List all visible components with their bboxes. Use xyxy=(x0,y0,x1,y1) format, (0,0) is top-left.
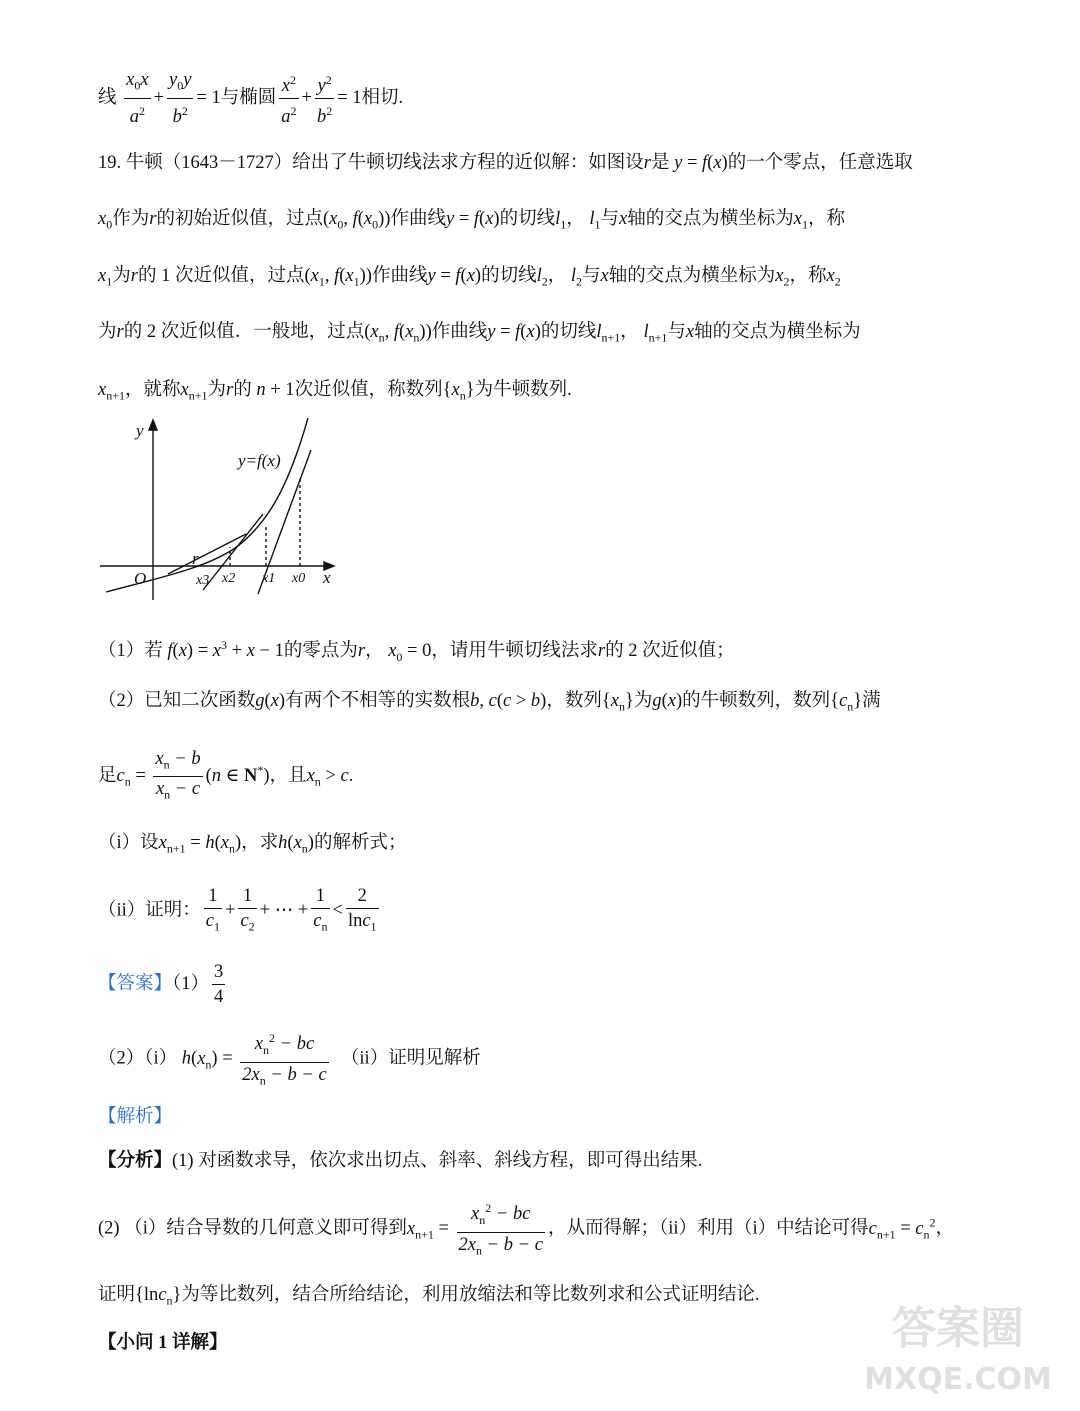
fenxi: 【分析】(1) 对函数求导，依次求出切点、斜率、斜线方程，即可得出结果. xyxy=(98,1151,703,1171)
answer-tag: 【答案】 xyxy=(98,974,173,994)
fenxi-2: (2) （i）结合导数的几何意义即可得到$x_{n+1}$ = $\frac{x_n^2 - bc}{2x_n - b - c}$ ，从而得解；（ii）利用（i）中结论可得$c_{n+1} = c_n^2$， xyxy=(98,1196,954,1263)
q19-line-4: 为r的 2 次近似值．一般地，过点($x_n$, $f(x_n)$)作曲线y = f(x)的切线$l_{n+1}$， $l_{n+1}$与x轴的交点为横坐标为 xyxy=(98,322,861,345)
svg-text:MXQE.COM: MXQE.COM xyxy=(864,1362,1052,1397)
part-i: （i）设$x_{n+1} = h(x_n)$，求$h(x_n)$的解析式； xyxy=(98,833,407,856)
q19-line-3: $x_1$为r的 1 次近似值，过点($x_1$, $f(x_1)$)作曲线y = f(x)的切线$l_2$， $l_2$与x轴的交点为横坐标为$x_2$，称$x_2$ xyxy=(98,266,841,289)
y-axis-arrow xyxy=(149,420,157,430)
newton-method-graph xyxy=(98,418,338,603)
part-2-line-1: （2）已知二次函数g(x)有两个不相等的实数根b, c(c > b)，数列$\{x_n\}$为g(x)的牛顿数列，数列$\{c_n\}$满 xyxy=(98,691,881,714)
detail-1-tag: 【小问 1 详解】 xyxy=(98,1333,228,1353)
q19-line-2: $x_0$作为r的初始近似值，过点($x_0$, $f(x_0)$)作曲线y = f(x)的切线$l_1$， $l_1$与x轴的交点为横坐标为$x_1$，称 xyxy=(98,209,845,232)
x-axis-label: x xyxy=(323,568,331,587)
part-2-line-2: 足$c_n$ = $\frac{x_n - b}{x_n - c}$ (n ∈ N*)，且$x_n > c$. xyxy=(98,748,354,803)
x0-label: x0 xyxy=(292,571,306,586)
svg-text:答案圈: 答案圈 xyxy=(892,1303,1024,1354)
ellipse-tangent-line: 线 $\frac{x_0x}{a^2}$ + $\frac{y_0y}{b^2}$ = 1与椭圆 $\frac{x^2}{a^2}$ + $\frac{y^2}{b^2}$ = 1相切. xyxy=(98,68,403,129)
watermark-logo xyxy=(858,1291,1058,1401)
x3-label: x3 xyxy=(196,573,210,588)
tangent-l3 xyxy=(168,534,246,574)
r-label: r xyxy=(192,549,199,568)
x1-label: x1 xyxy=(262,571,276,586)
jiexi-tag: 【解析】 xyxy=(98,1107,173,1127)
part-ii: （ii）证明： $\frac{1}{c_1}$ + $\frac{1}{c_2}$ + ⋯ + $\frac{1}{c_n}$ < $\frac{2}{\ln c_1}$ xyxy=(98,886,377,934)
answer-2: （2）（i） $h(x_n)$ = $\frac{x_n^2 - bc}{2x_n - b - c}$ （ii）证明见解析 xyxy=(98,1026,481,1093)
x2-label: x2 xyxy=(222,571,236,586)
q19-line-5: $x_{n+1}$，就称$x_{n+1}$为r的 n + 1次近似值，称数列$\{x_n\}$为牛顿数列. xyxy=(98,380,572,403)
q19-line-1: 19. 牛顿（1643－1727）给出了牛顿切线法求方程的近似解：如图设r是 y = f(x)的一个零点，任意选取 xyxy=(98,153,913,173)
origin-label: O xyxy=(134,569,147,588)
curve-label: y=f(x) xyxy=(238,451,281,470)
y-axis-label: y xyxy=(136,421,144,440)
part-1: （1）若 $f(x) = x^3 + x - 1$的零点为r， $x_0 = 0$，请用牛顿切线法求r的 2 次近似值； xyxy=(98,638,735,664)
fenxi-3: 证明{lnc$_n$}为等比数列，结合所给结论，利用放缩法和等比数列求和公式证明结论. xyxy=(98,1285,760,1308)
answer-1: 【答案】（1） $\frac{3}{4}$ xyxy=(98,962,224,1008)
